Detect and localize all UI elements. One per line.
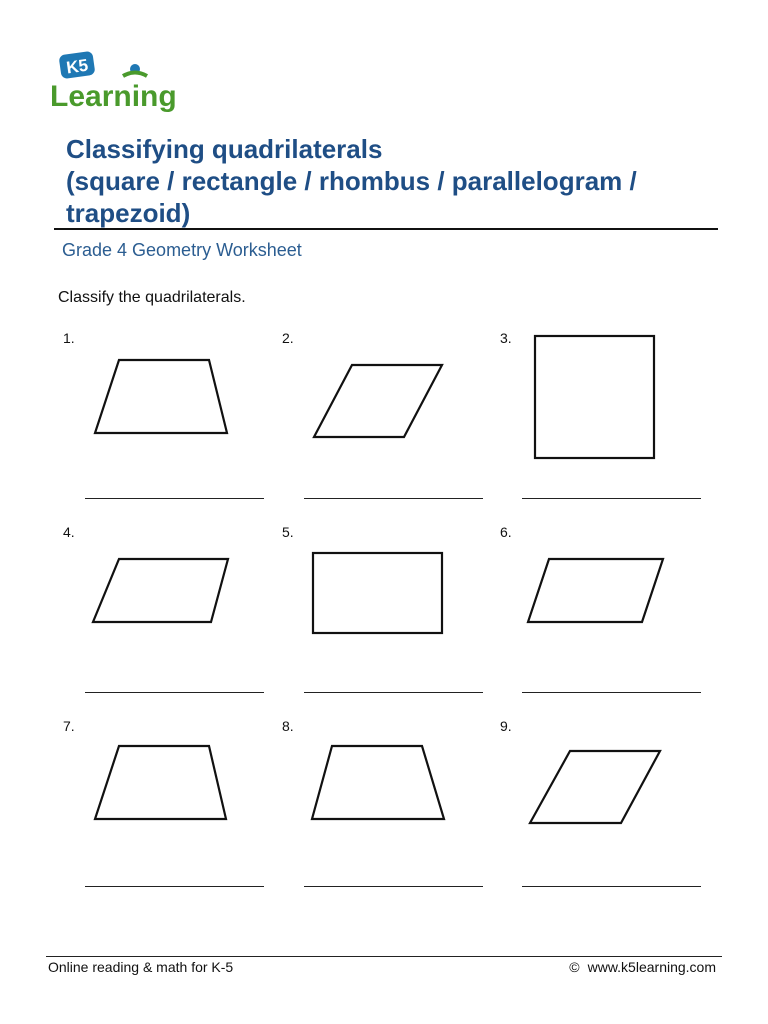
parallelogram-shape: [500, 524, 700, 704]
footer-divider: [46, 956, 722, 957]
footer-tagline: Online reading & math for K-5: [48, 959, 234, 975]
problem-number: 1.: [63, 330, 75, 346]
trapezoid-shape: [63, 330, 263, 510]
answer-line[interactable]: [85, 886, 264, 887]
problem-item: [500, 524, 700, 704]
k5-learning-logo: [48, 50, 188, 114]
rhombus-shape: [282, 330, 482, 510]
worksheet-subtitle: Grade 4 Geometry Worksheet: [62, 240, 302, 260]
answer-line[interactable]: [85, 498, 264, 499]
trapezoid-shape: [63, 718, 263, 898]
rhombus-shape: [500, 718, 700, 898]
trapezoid-shape: [282, 718, 482, 898]
answer-line[interactable]: [304, 498, 483, 499]
website-link[interactable]: www.k5learning.com: [587, 959, 716, 975]
problem-item: [500, 718, 700, 898]
problem-number: 9.: [500, 718, 512, 734]
problem-item: [63, 524, 263, 704]
logo-badge-text: K5: [65, 55, 90, 78]
square-shape: [500, 330, 700, 510]
instructions: Classify the quadrilaterals.: [58, 289, 246, 306]
rectangle-shape: [282, 524, 482, 704]
title-line-1: Classifying quadrilaterals: [66, 134, 383, 164]
logo-graphic: [48, 50, 188, 114]
problem-number: 6.: [500, 524, 512, 540]
title-line-2: (square / rectangle / rhombus / parallelogram /: [66, 166, 637, 196]
title-line-3: trapezoid): [66, 198, 191, 228]
worksheet-title: [66, 133, 706, 229]
problem-item: [63, 330, 263, 510]
problem-number: 8.: [282, 718, 294, 734]
problem-number: 4.: [63, 524, 75, 540]
problem-number: 5.: [282, 524, 294, 540]
copyright-symbol: ©: [569, 959, 580, 975]
problem-number: 2.: [282, 330, 294, 346]
footer-website[interactable]: [569, 959, 716, 975]
answer-line[interactable]: [85, 692, 264, 693]
problem-number: 7.: [63, 718, 75, 734]
problem-item: [63, 718, 263, 898]
problem-item: [282, 524, 482, 704]
parallelogram-shape: [63, 524, 263, 704]
problem-item: [282, 330, 482, 510]
problem-item: [500, 330, 700, 510]
answer-line[interactable]: [522, 498, 701, 499]
answer-line[interactable]: [522, 692, 701, 693]
logo-word-text: Learning: [50, 80, 177, 113]
answer-line[interactable]: [304, 886, 483, 887]
title-divider: [54, 228, 718, 230]
answer-line[interactable]: [304, 692, 483, 693]
problem-item: [282, 718, 482, 898]
problem-number: 3.: [500, 330, 512, 346]
answer-line[interactable]: [522, 886, 701, 887]
